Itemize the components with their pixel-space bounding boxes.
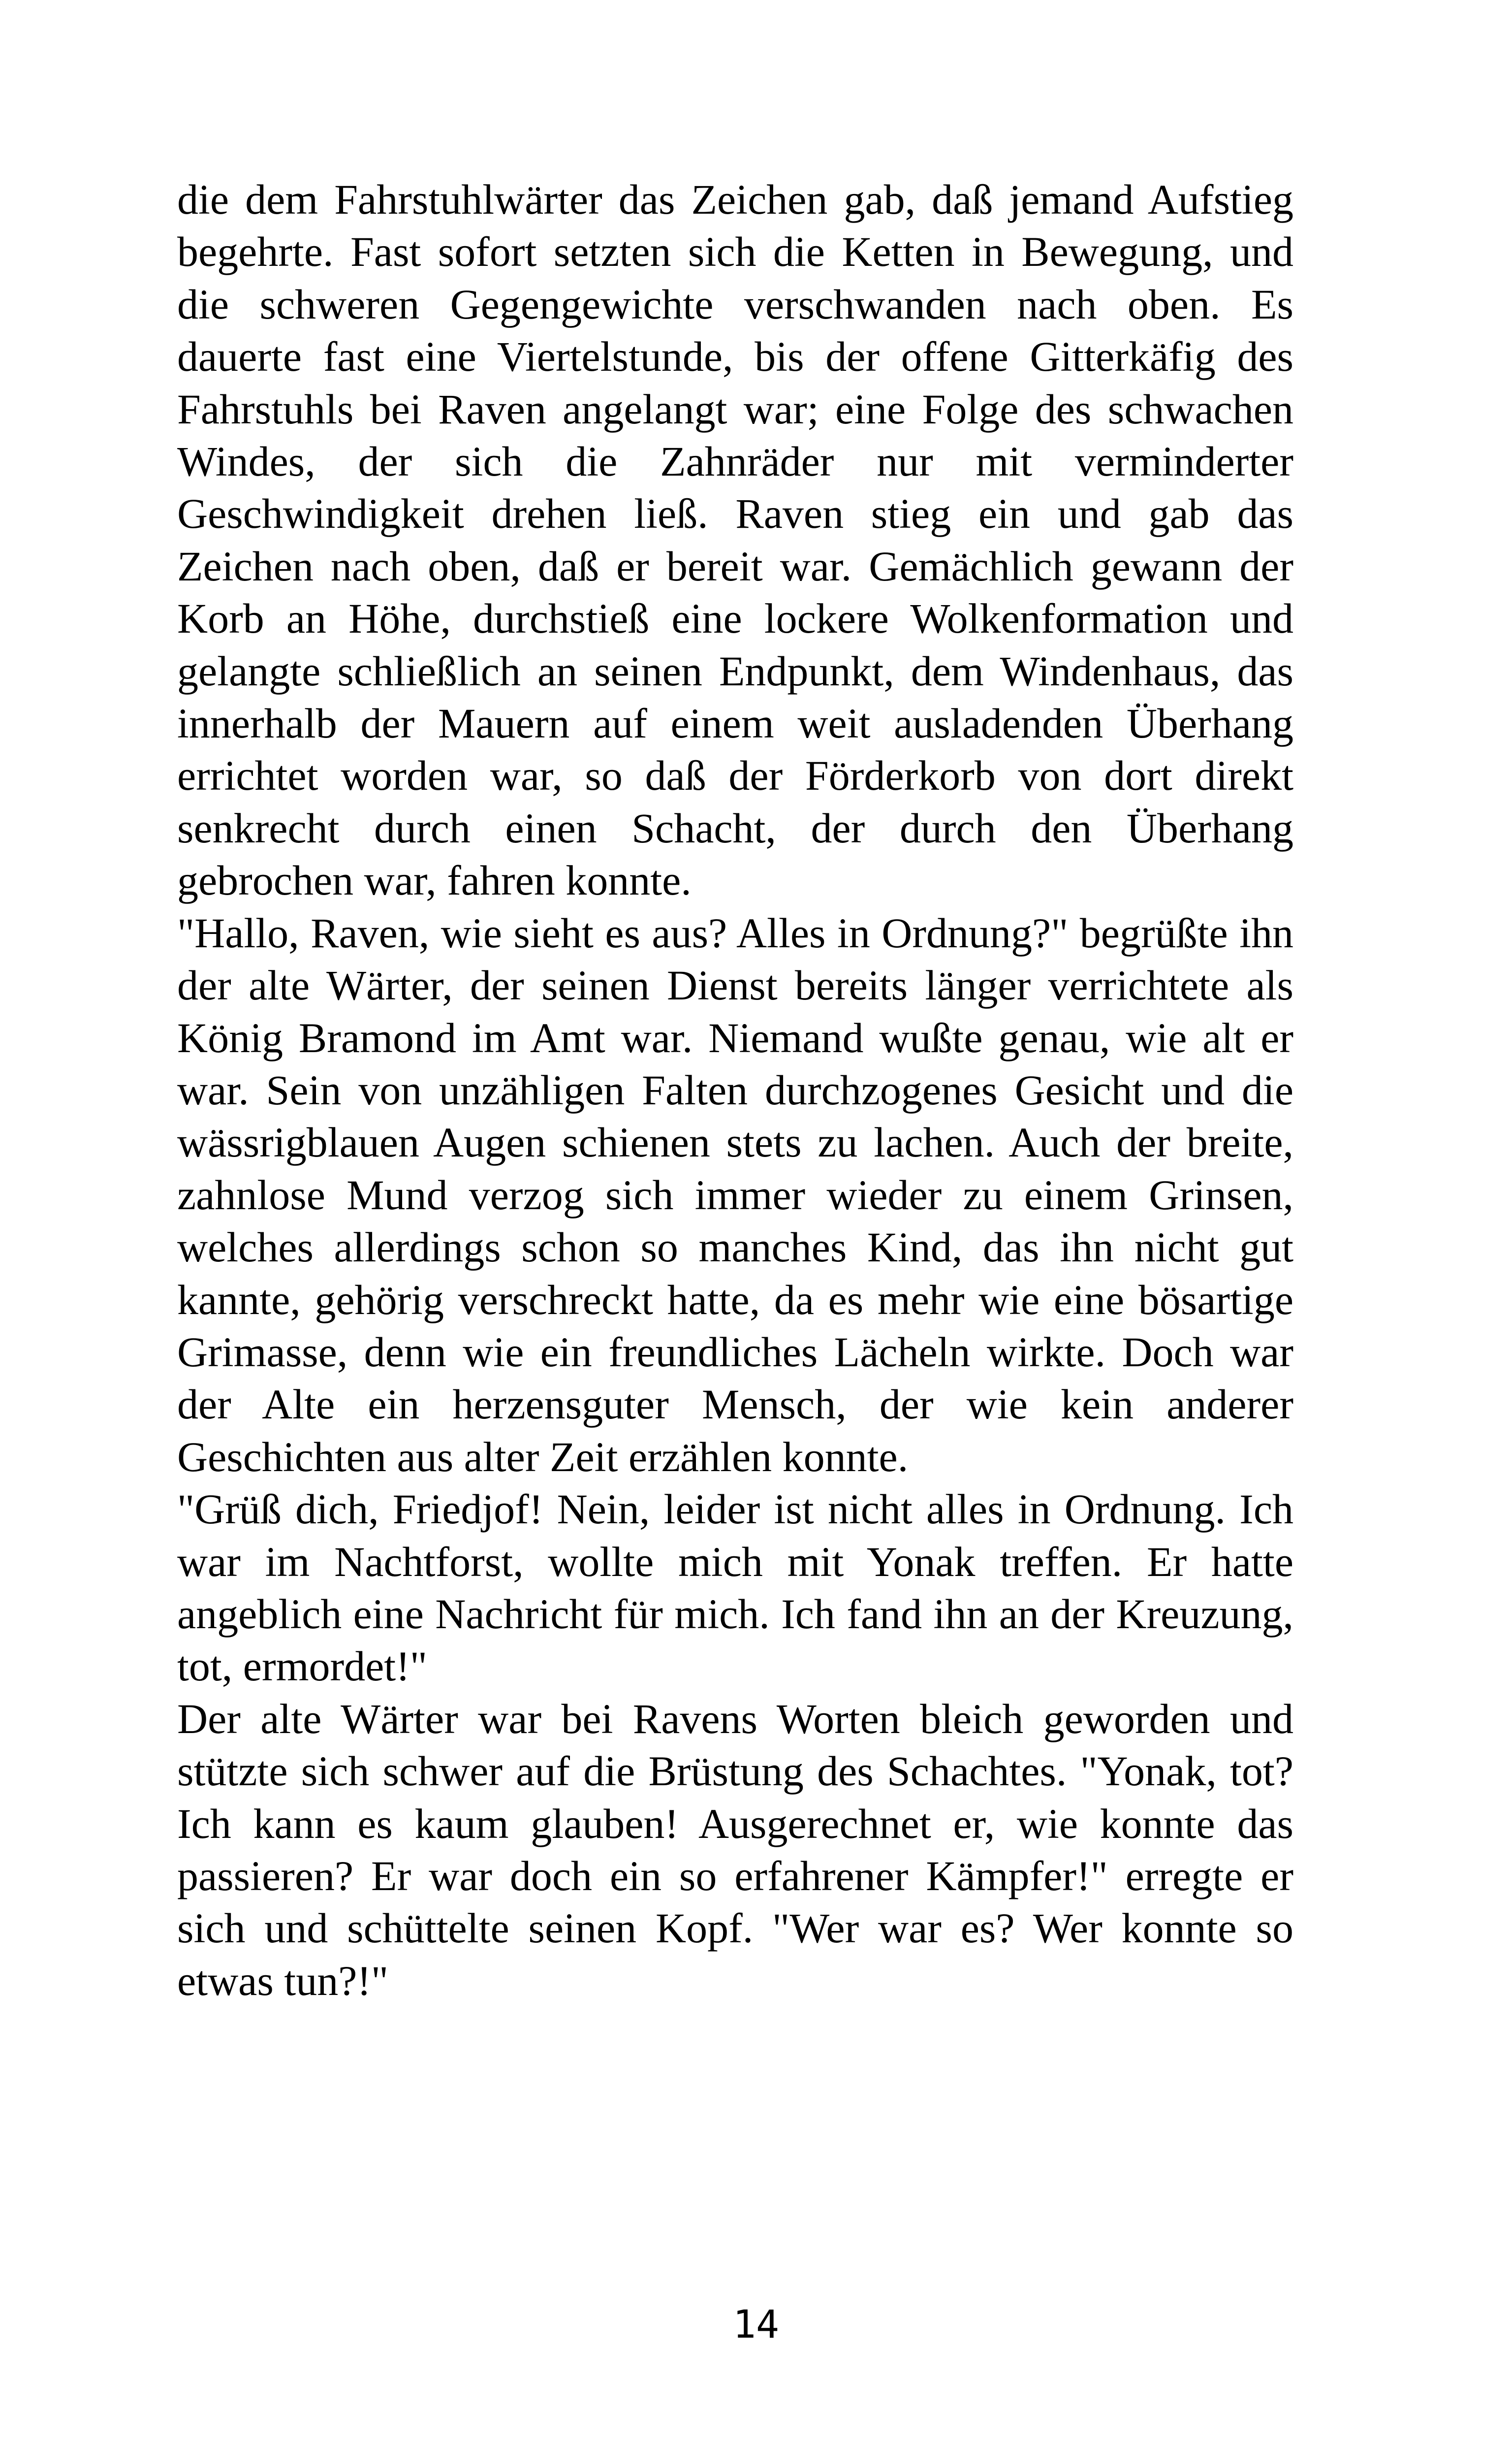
page-number: 14 [733, 2303, 779, 2347]
paragraph-4: Der alte Wärter war bei Ravens Worten bleich geworden und stützte sich schwer auf die Brüstung des Schachtes. "Yonak, tot? Ich kann es kaum glauben! Ausgerechnet er, wie konnte das passieren? Er war doch ein so erfahrener Kämpfer!" erregte er sich und schüttelte seinen Kopf. "Wer war es? Wer konnte so etwas tun?!" [177, 1695, 1293, 2004]
paragraph-3: "Grüß dich, Friedjof! Nein, leider ist nicht alles in Ordnung. Ich war im Nachtforst, wollte mich mit Yonak treffen. Er hatte angeblich eine Nachricht für mich. Ich fand ihn an der Kreuzung, tot, ermordet!" [177, 1485, 1293, 1690]
body-text [177, 173, 1293, 2007]
paragraph-1: die dem Fahrstuhlwärter das Zeichen gab, daß jemand Aufstieg begehrte. Fast sofort setzten sich die Ketten in Bewegung, und die schweren Gegengewichte verschwanden nach oben. Es dauerte fast eine Viertelstunde, bis der offene Gitterkäfig des Fahrstuhls bei Raven angelangt war; eine Folge des schwachen Windes, der sich die Zahnräder nur mit verminderter Geschwindigkeit drehen ließ. Raven stieg ein und gab das Zeichen nach oben, daß er bereit war. Gemächlich gewann der Korb an Höhe, durchstieß eine lockere Wolkenformation und gelangte schließlich an seinen Endpunkt, dem Windenhaus, das innerhalb der Mauern auf einem weit ausladenden Überhang errichtet worden war, so daß der Förderkorb von dort direkt senkrecht durch einen Schacht, der durch den Überhang gebrochen war, fahren konnte. [177, 176, 1293, 904]
paragraph-2: "Hallo, Raven, wie sieht es aus? Alles in Ordnung?" begrüßte ihn der alte Wärter, der seinen Dienst bereits länger verrichtete als König Bramond im Amt war. Niemand wußte genau, wie alt er war. Sein von unzähligen Falten durchzogenes Gesicht und die wässrigblauen Augen schienen stets zu lachen. Auch der breite, zahnlose Mund verzog sich immer wieder zu einem Grinsen, welches allerdings schon so manches Kind, das ihn nicht gut kannte, gehörig verschreckt hatte, da es mehr wie eine bösartige Grimasse, denn wie ein freundliches Lächeln wirkte. Doch war der Alte ein herzensguter Mensch, der wie kein anderer Geschichten aus alter Zeit erzählen konnte. [177, 909, 1293, 1480]
